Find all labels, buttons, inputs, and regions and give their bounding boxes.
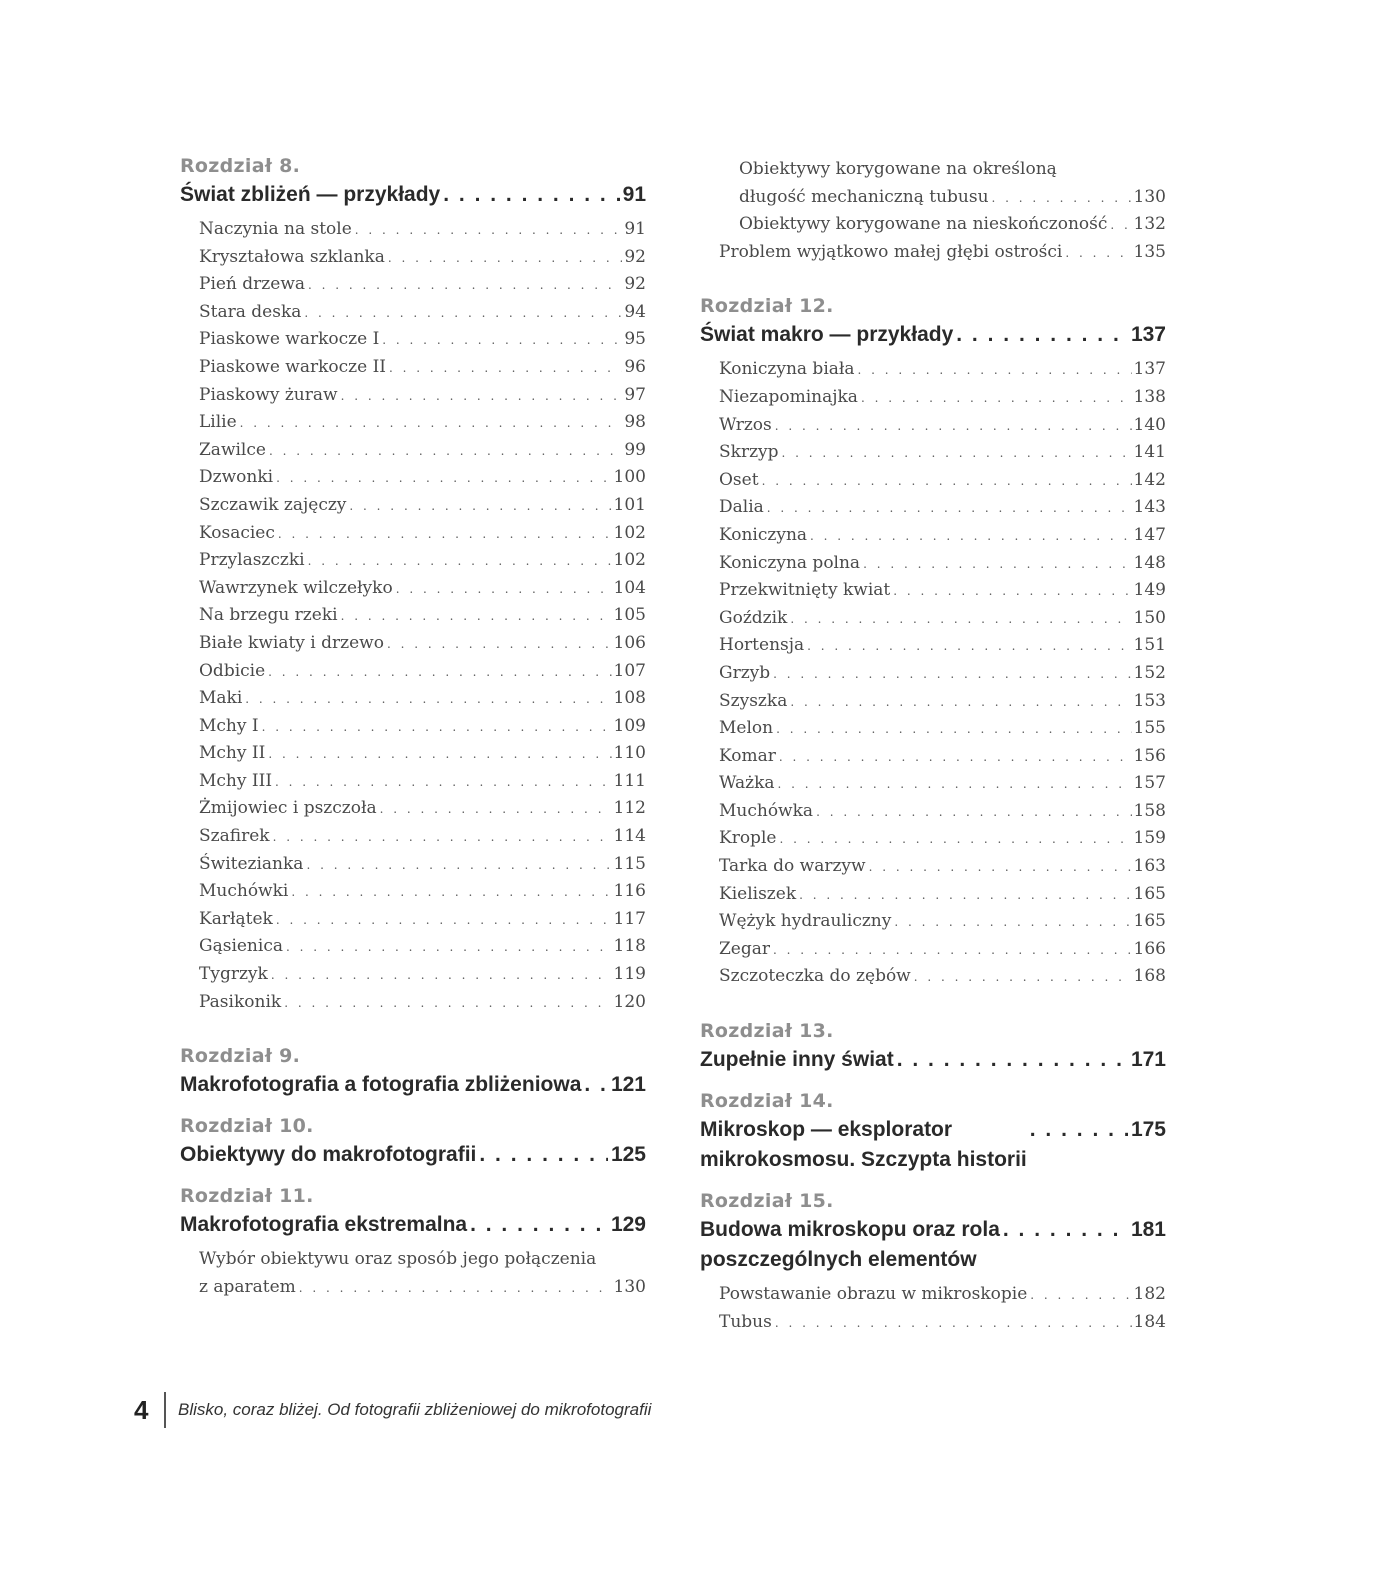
toc-entry[interactable] (700, 853, 1166, 881)
toc-entry-page: 118 (613, 936, 646, 957)
toc-entry-page: 137 (1133, 359, 1166, 380)
footer-divider (164, 1392, 166, 1428)
chapter-label: Rozdział 14. (700, 1090, 834, 1113)
chapter-label: Rozdział 13. (700, 1020, 834, 1043)
toc-entry[interactable] (700, 412, 1166, 440)
dot-leader (804, 633, 1131, 661)
toc-entry-title: Koniczyna biała (719, 359, 855, 380)
dot-leader (813, 799, 1131, 827)
dot-leader (237, 410, 623, 438)
toc-entry-page: 159 (1133, 828, 1166, 849)
dot-leader (476, 1140, 608, 1170)
toc-entry-page: 108 (613, 688, 646, 709)
toc-entry-page: 150 (1133, 607, 1166, 628)
dot-leader (242, 686, 611, 714)
dot-leader (346, 493, 611, 521)
dot-leader (379, 327, 622, 355)
dot-leader (301, 300, 622, 328)
toc-entry-title: Melon (719, 718, 774, 739)
toc-entry-title: Koniczyna polna (719, 552, 861, 573)
toc-entry-page: 148 (1133, 552, 1166, 573)
toc-entry-page: 111 (613, 770, 646, 791)
toc-entry-line[interactable]: Obiektywy korygowane na określoną (739, 159, 1057, 179)
dot-leader (891, 909, 1131, 937)
chapter-title[interactable] (180, 1210, 646, 1240)
toc-entry[interactable] (700, 688, 1166, 716)
toc-entry-title: Karłątek (199, 908, 273, 929)
toc-entry[interactable] (700, 908, 1166, 936)
dot-leader (386, 355, 622, 383)
toc-entry-title: Szczawik zajęczy (199, 494, 347, 515)
toc-entry-page: 100 (613, 467, 646, 488)
dot-leader (377, 796, 612, 824)
toc-entry[interactable] (180, 713, 646, 741)
toc-entry-page: 106 (613, 632, 646, 653)
toc-entry[interactable] (700, 715, 1166, 743)
dot-leader (787, 606, 1131, 634)
chapter-title-text: Budowa mikroskopu oraz rola poszczególnych elementów (700, 1218, 1000, 1272)
dot-leader (773, 716, 1131, 744)
chapter-title-text: Makrofotografia a fotografia zbliżeniowa (180, 1073, 582, 1097)
toc-entry-title: Szafirek (199, 826, 270, 847)
chapter-label: Rozdział 10. (180, 1115, 314, 1138)
dot-leader (338, 383, 623, 411)
chapter-title-text: Świat zbliżeń — przykłady (180, 183, 441, 206)
toc-entry-title: Wawrzynek wilczełyko (199, 577, 393, 598)
dot-leader (764, 495, 1132, 523)
toc-entry-title: Piaskowy żuraw (199, 384, 338, 405)
toc-entry-page: 153 (1133, 690, 1166, 711)
toc-entry[interactable] (700, 936, 1166, 964)
toc-entry[interactable] (180, 878, 646, 906)
dot-leader (866, 854, 1132, 882)
toc-entry[interactable] (180, 906, 646, 934)
toc-entry-title: Dalia (719, 497, 764, 518)
toc-entry[interactable] (180, 492, 646, 520)
toc-entry-page: 117 (613, 908, 646, 929)
dot-leader (855, 357, 1132, 385)
dot-leader (1107, 212, 1131, 240)
toc-entry[interactable] (700, 184, 1166, 212)
dot-leader (296, 1275, 612, 1303)
dot-leader (265, 741, 611, 769)
toc-entry-page: 119 (613, 964, 646, 985)
toc-entry[interactable] (180, 658, 646, 686)
dot-leader (1027, 1115, 1128, 1145)
toc-entry[interactable] (180, 933, 646, 961)
chapter-title-text: Zupełnie inny świat (700, 1048, 894, 1072)
toc-entry-title: Stara deska (199, 301, 302, 322)
toc-entry-page: 115 (613, 853, 646, 874)
toc-entry[interactable] (700, 439, 1166, 467)
toc-entry-page: 102 (613, 522, 646, 543)
toc-entry-page: 92 (624, 246, 646, 267)
chapter-title[interactable] (700, 1215, 1166, 1275)
dot-leader (787, 689, 1131, 717)
toc-entry-page: 142 (1133, 469, 1166, 490)
toc-entry-page: 168 (1133, 966, 1166, 987)
toc-entry[interactable] (180, 464, 646, 492)
toc-entry-page: 104 (613, 577, 646, 598)
toc-entry-title: Szyszka (719, 690, 788, 711)
dot-leader (796, 882, 1131, 910)
toc-entry[interactable] (700, 239, 1166, 267)
toc-left-column (180, 152, 646, 1301)
toc-entry-page: 157 (1133, 773, 1166, 794)
chapter-label: Rozdział 9. (180, 1045, 301, 1068)
toc-entry-title: Kieliszek (719, 883, 797, 904)
dot-leader (1000, 1215, 1128, 1245)
running-title: Blisko, coraz bliżej. Od fotografii zbliżeniowej do mikrofotografii (178, 1400, 652, 1419)
toc-entry[interactable] (180, 547, 646, 575)
toc-entry-title: Przekwitnięty kwiat (719, 580, 891, 601)
toc-entry[interactable] (180, 851, 646, 879)
dot-leader (911, 964, 1132, 992)
toc-entry[interactable] (180, 409, 646, 437)
toc-entry-title: Piaskowe warkocze II (199, 356, 387, 377)
dot-leader (384, 631, 612, 659)
toc-entry[interactable] (180, 244, 646, 272)
toc-entry-page: 120 (613, 991, 646, 1012)
chapter-15-entries (700, 1281, 1166, 1336)
chapter-label: Rozdział 8. (180, 155, 301, 177)
toc-entry-title: Maki (199, 688, 243, 709)
chapter-page-number: 181 (1130, 1218, 1166, 1242)
dot-leader (860, 551, 1131, 579)
dot-leader (283, 934, 612, 962)
toc-entry-title: Muchówka (719, 800, 814, 821)
toc-entry-title: Naczynia na stole (199, 219, 352, 239)
toc-entry[interactable] (700, 1309, 1166, 1337)
toc-entry-title: Hortensja (719, 635, 805, 656)
chapter-title[interactable] (180, 1140, 646, 1170)
toc-entry-title: Przylaszczki (199, 550, 305, 571)
toc-entry-page: 155 (1133, 718, 1166, 739)
chapter-page-number: 129 (610, 1213, 646, 1237)
toc-entry-page: 112 (613, 798, 646, 819)
dot-leader (385, 245, 623, 273)
toc-entry-page: 94 (624, 301, 646, 322)
dot-leader (772, 1310, 1132, 1338)
page-footer (134, 1390, 651, 1430)
toc-entry-page: 99 (624, 439, 646, 460)
dot-leader (858, 385, 1132, 413)
toc-entry-page: 152 (1133, 662, 1166, 683)
toc-entry[interactable] (700, 881, 1166, 909)
dot-leader (1027, 1282, 1131, 1310)
toc-entry[interactable] (180, 437, 646, 465)
toc-entry[interactable] (700, 1281, 1166, 1309)
dot-leader (265, 659, 611, 687)
chapter-11-entries (180, 1246, 646, 1301)
dot-leader (776, 826, 1131, 854)
toc-entry[interactable] (700, 577, 1166, 605)
toc-entry-page: 101 (613, 494, 646, 515)
dot-leader (1062, 240, 1131, 268)
toc-entry-title: Na brzegu rzeki (199, 605, 338, 626)
dot-leader (338, 603, 612, 631)
toc-entry-page: 149 (1133, 580, 1166, 601)
toc-entry[interactable] (180, 630, 646, 658)
dot-leader (779, 440, 1132, 468)
toc-entry-page: 130 (1133, 186, 1166, 207)
toc-right-column (700, 152, 1166, 1336)
toc-entry[interactable] (700, 550, 1166, 578)
chapter-title[interactable] (700, 1115, 1166, 1175)
toc-entry[interactable] (700, 743, 1166, 771)
toc-entry-title: Goździk (719, 607, 788, 628)
toc-entry-title: Odbicie (199, 660, 266, 681)
toc-entry-title: Kryształowa szklanka (199, 246, 385, 267)
toc-entry[interactable] (700, 963, 1166, 991)
chapter-page-number: 175 (1130, 1118, 1166, 1142)
toc-entry[interactable] (700, 632, 1166, 660)
chapter-page-number: 91 (622, 183, 646, 206)
toc-entry[interactable] (700, 798, 1166, 826)
toc-entry-page: 166 (1133, 938, 1166, 959)
toc-entry-page: 147 (1133, 524, 1166, 545)
dot-leader (275, 521, 612, 549)
chapter-label: Rozdział 15. (700, 1190, 834, 1213)
dot-leader (303, 852, 611, 880)
toc-entry-page: 143 (1133, 497, 1166, 518)
toc-entry[interactable] (180, 520, 646, 548)
toc-entry-title: Problem wyjątkowo małej głębi ostrości (719, 241, 1063, 262)
toc-entry-title: Kosaciec (199, 522, 275, 543)
toc-entry-title: Powstawanie obrazu w mikroskopie (719, 1284, 1028, 1305)
toc-entry-page: 114 (613, 826, 646, 847)
toc-entry-title: Wężyk hydrauliczny (719, 911, 892, 932)
toc-entry-page: 138 (1133, 386, 1166, 407)
toc-entry[interactable] (700, 211, 1166, 239)
toc-entry[interactable] (180, 768, 646, 796)
toc-entry[interactable] (700, 384, 1166, 412)
toc-entry-page: 140 (1133, 414, 1166, 435)
toc-entry-title: długość mechaniczną tubusu (739, 186, 989, 207)
dot-leader (770, 661, 1131, 689)
toc-entry-page: 92 (624, 274, 646, 295)
toc-entry-page: 110 (613, 743, 646, 764)
toc-entry-title: Muchówki (199, 881, 289, 902)
toc-entry[interactable] (180, 602, 646, 630)
toc-entry-title: Wrzos (719, 414, 772, 435)
dot-leader (305, 272, 622, 300)
dot-leader (393, 576, 612, 604)
dot-leader (772, 413, 1132, 441)
toc-entry-title: Grzyb (719, 662, 771, 683)
toc-entry-page: 156 (1133, 745, 1166, 766)
toc-entry-page: 95 (624, 329, 646, 350)
chapter-title-text: Mikroskop — eksplorator mikrokosmosu. Szczypta historii (700, 1118, 1027, 1172)
chapter-title[interactable] (180, 180, 646, 210)
chapter-title[interactable] (700, 1045, 1166, 1075)
toc-entry-title: Tarka do warzyw (719, 856, 866, 877)
toc-entry[interactable] (180, 989, 646, 1017)
toc-entry-page: 91 (624, 219, 646, 239)
toc-entry-line[interactable]: Wybór obiektywu oraz sposób jego połączenia (199, 1249, 597, 1270)
toc-entry[interactable] (700, 770, 1166, 798)
toc-entry-page: 116 (613, 881, 646, 902)
toc-entry[interactable] (180, 326, 646, 354)
toc-entry-page: 102 (613, 550, 646, 571)
dot-leader (890, 578, 1131, 606)
toc-entry-page: 151 (1133, 635, 1166, 656)
toc-entry-page: 107 (613, 660, 646, 681)
toc-entry-title: Zegar (719, 938, 771, 959)
dot-leader (272, 769, 612, 797)
dot-leader (807, 523, 1132, 551)
toc-entry[interactable] (180, 354, 646, 382)
toc-entry-title: Tygrzyk (199, 964, 268, 985)
toc-entry-page: 141 (1133, 442, 1166, 463)
chapter-page-number: 125 (610, 1143, 646, 1167)
dot-leader (776, 744, 1132, 772)
toc-entry-title: Gąsienica (199, 936, 283, 957)
toc-entry[interactable] (180, 382, 646, 410)
dot-leader (288, 879, 611, 907)
dot-leader (440, 180, 619, 210)
toc-entry-page: 105 (613, 605, 646, 626)
dot-leader (581, 1070, 608, 1100)
toc-entry[interactable] (180, 575, 646, 603)
toc-entry-title: Piaskowe warkocze I (199, 329, 380, 350)
toc-entry-title: Zawilce (199, 439, 266, 460)
toc-entry-title: Żmijowiec i pszczoła (199, 798, 377, 819)
dot-leader (759, 468, 1132, 496)
toc-entry[interactable] (700, 605, 1166, 633)
toc-entry-title: Obiektywy korygowane na nieskończoność (739, 214, 1108, 235)
toc-entry-title: Oset (719, 469, 759, 490)
toc-entry[interactable] (180, 271, 646, 299)
toc-entry-title: Koniczyna (719, 524, 808, 545)
toc-entry[interactable] (180, 961, 646, 989)
dot-leader (894, 1045, 1128, 1075)
toc-entry-page: 130 (613, 1276, 646, 1297)
toc-entry-title: Skrzyp (719, 442, 779, 463)
toc-entry[interactable] (700, 467, 1166, 495)
toc-entry-title: Świtezianka (199, 853, 304, 874)
dot-leader (352, 217, 623, 245)
toc-entry-page: 158 (1133, 800, 1166, 821)
chapter-title[interactable] (700, 320, 1166, 350)
toc-entry[interactable] (180, 299, 646, 327)
toc-entry-title: Mchy I (199, 715, 259, 736)
toc-entry-title: Szczoteczka do zębów (719, 966, 911, 987)
chapter-title-text: Makrofotografia ekstremalna (180, 1213, 468, 1237)
toc-entry-title: Dzwonki (199, 467, 274, 488)
chapter-label: Rozdział 12. (700, 295, 834, 318)
toc-entry-title: Komar (719, 745, 776, 766)
toc-entry-title: Ważka (719, 773, 775, 794)
toc-entry-page: 98 (624, 412, 646, 433)
dot-leader (266, 438, 622, 466)
toc-entry-page: 165 (1133, 911, 1166, 932)
chapter-page-number: 121 (610, 1073, 646, 1097)
toc-entry-title: Pasikonik (199, 991, 282, 1012)
dot-leader (273, 465, 611, 493)
dot-leader (989, 185, 1132, 213)
toc-entry[interactable] (700, 660, 1166, 688)
toc-entry[interactable] (180, 740, 646, 768)
dot-leader (775, 771, 1132, 799)
chapter-page-number: 171 (1130, 1048, 1166, 1072)
dot-leader (259, 714, 612, 742)
toc-entry-title: Krople (719, 828, 777, 849)
toc-entry-page: 182 (1133, 1284, 1166, 1305)
toc-entry[interactable] (700, 825, 1166, 853)
toc-entry-page: 132 (1133, 214, 1166, 235)
toc-entry[interactable] (180, 216, 646, 244)
toc-entry-page: 109 (613, 715, 646, 736)
toc-entry-title: Mchy III (199, 770, 273, 791)
chapter-page-number: 137 (1130, 323, 1166, 347)
toc-entry[interactable] (180, 685, 646, 713)
page-number: 4 (134, 1394, 149, 1425)
chapter-label: Rozdział 11. (180, 1185, 314, 1208)
toc-entry-page: 96 (624, 356, 646, 377)
toc-entry[interactable] (700, 494, 1166, 522)
chapter-title-text: Obiektywy do makrofotografii (180, 1143, 477, 1167)
toc-entry-page: 184 (1133, 1311, 1166, 1332)
toc-entry-page: 97 (624, 384, 646, 405)
chapter-11-continued-entries (700, 156, 1166, 266)
toc-entry[interactable] (180, 795, 646, 823)
toc-entry-page: 165 (1133, 883, 1166, 904)
toc-entry[interactable] (700, 522, 1166, 550)
dot-leader (305, 548, 612, 576)
toc-entry[interactable] (700, 356, 1166, 384)
chapter-title[interactable] (180, 1070, 646, 1100)
dot-leader (268, 962, 612, 990)
toc-entry-page: 163 (1133, 856, 1166, 877)
chapter-12-entries (700, 356, 1166, 991)
toc-entry-title: Tubus (719, 1311, 772, 1332)
dot-leader (953, 320, 1128, 350)
dot-leader (770, 937, 1132, 965)
toc-entry-title: Białe kwiaty i drzewo (199, 632, 384, 653)
dot-leader (270, 824, 612, 852)
toc-entry-page: 135 (1133, 241, 1166, 262)
toc-entry-title: Pień drzewa (199, 274, 306, 295)
toc-entry-title: Niezapominajka (719, 386, 858, 407)
dot-leader (273, 907, 612, 935)
toc-entry-title: Mchy II (199, 743, 266, 764)
dot-leader (281, 990, 611, 1018)
chapter-8-entries (180, 216, 646, 1016)
dot-leader (467, 1210, 608, 1240)
toc-entry[interactable] (180, 823, 646, 851)
toc-entry-title: z aparatem (199, 1276, 296, 1297)
toc-entry-title: Lilie (199, 412, 237, 433)
chapter-title-text: Świat makro — przykłady (700, 323, 954, 347)
toc-entry[interactable] (180, 1274, 646, 1302)
